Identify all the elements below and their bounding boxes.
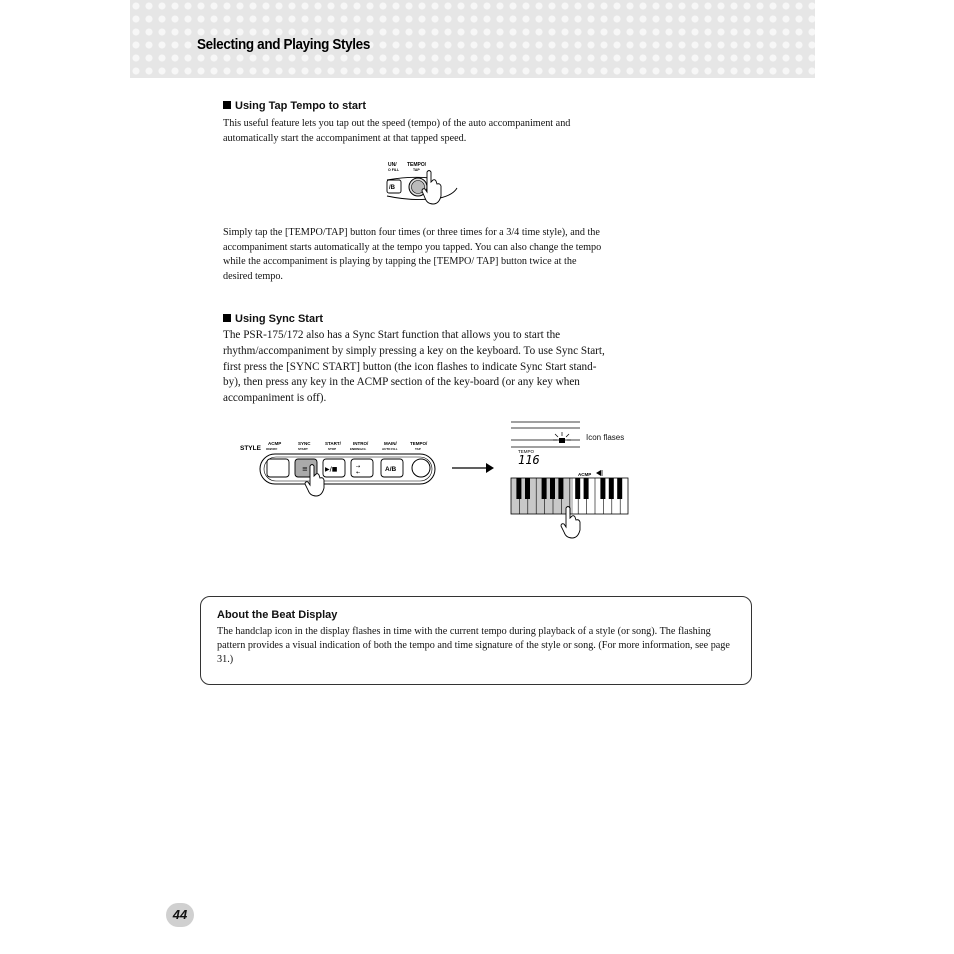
panel-label-start-sub: STOP [328,447,337,451]
acmp-arrow-icon [596,470,601,476]
display-tempo-value: 116 [518,453,540,467]
figure-label-right-sub: TAP [413,168,420,172]
arrow-right-icon [452,462,494,474]
panel-label-main-sub: AUTO FILL [382,447,398,451]
ending-arrow-icon: ⇠ [356,470,361,476]
sync-start-icon: ≡ [302,465,308,473]
panel-style-label: STYLE [240,445,261,452]
panel-label-acmp: ACMP [268,441,282,446]
page-title: Selecting and Playing Styles [197,36,370,53]
sync-start-heading-text: Using Sync Start [235,313,324,325]
note-body: The handclap icon in the display flashes in time with the current tempo during playback of a style (or song). The flashing pattern provides a visual indication of both the tempo and time signature of the style or song. (For more information, see page 31.) [217,626,730,665]
figure-label-left-sub: O FILL [388,168,400,172]
tap-tempo-heading [223,100,366,112]
bullet-square-icon [223,314,231,322]
tempo-tap-dial [412,459,430,477]
panel-label-tempo-sub: TAP [415,447,421,451]
figure-label-right: TEMPO/ [407,162,427,168]
acmp-button [267,459,289,477]
figure-button-text: /B [389,185,395,191]
sync-start-body: The PSR-175/172 also has a Sync Start function that allows you to start the rhythm/accompaniment by simply pressing a key on the keyboard. To use Sync Start, first press the [SYNC START] button (the icon flashes to indicate Sync Start stand-by), then press any key in the ACMP section of the key-board (or any key when accompaniment is off). [223,329,605,405]
panel-label-main: MAIN/ [384,441,397,446]
sync-start-heading [223,313,323,325]
ab-label: A/B [385,466,397,473]
tap-tempo-body: Simply tap the [TEMPO/TAP] button four times (or three times for a 3/4 time style), and the accompaniment starts automatically at the tempo you tapped. You can also change the tempo while the accompaniment is playing by tapping the [TEMPO/ TAP] button twice at the desired tempo. [223,227,602,282]
panel-label-sync: SYNC [298,441,311,446]
note-title: About the Beat Display [217,609,338,621]
panel-label-acmp-sub: ON/OFF [266,447,278,451]
display-tempo-label: TEMPO [518,449,535,454]
panel-label-intro-sub: ENDING/rit. [350,447,367,451]
display-acmp-label: ACMP [578,472,592,477]
page-number: 44 [166,903,194,927]
bullet-square-icon [223,101,231,109]
intro-ending-button [351,459,373,477]
tap-tempo-heading-text: Using Tap Tempo to start [235,100,366,112]
style-panel-figure [238,438,443,500]
panel-label-intro: INTRO/ [353,441,369,446]
figure-label-left: UN/ [388,162,397,168]
intro-arrow-icon: ⇢ [356,464,361,470]
handclap-flash-icon [553,432,571,443]
panel-label-sync-sub: START [298,447,308,451]
icon-flashes-callout: Icon flases [586,433,625,442]
panel-label-tempo: TEMPO/ [410,441,428,446]
tap-tempo-intro: This useful feature lets you tap out the speed (tempo) of the auto accompaniment and automatically start the accompaniment at that tapped speed. [223,118,571,144]
panel-label-start: START/ [325,441,341,446]
play-stop-icon: ▶/■ [325,466,338,473]
tap-tempo-figure [385,158,460,210]
